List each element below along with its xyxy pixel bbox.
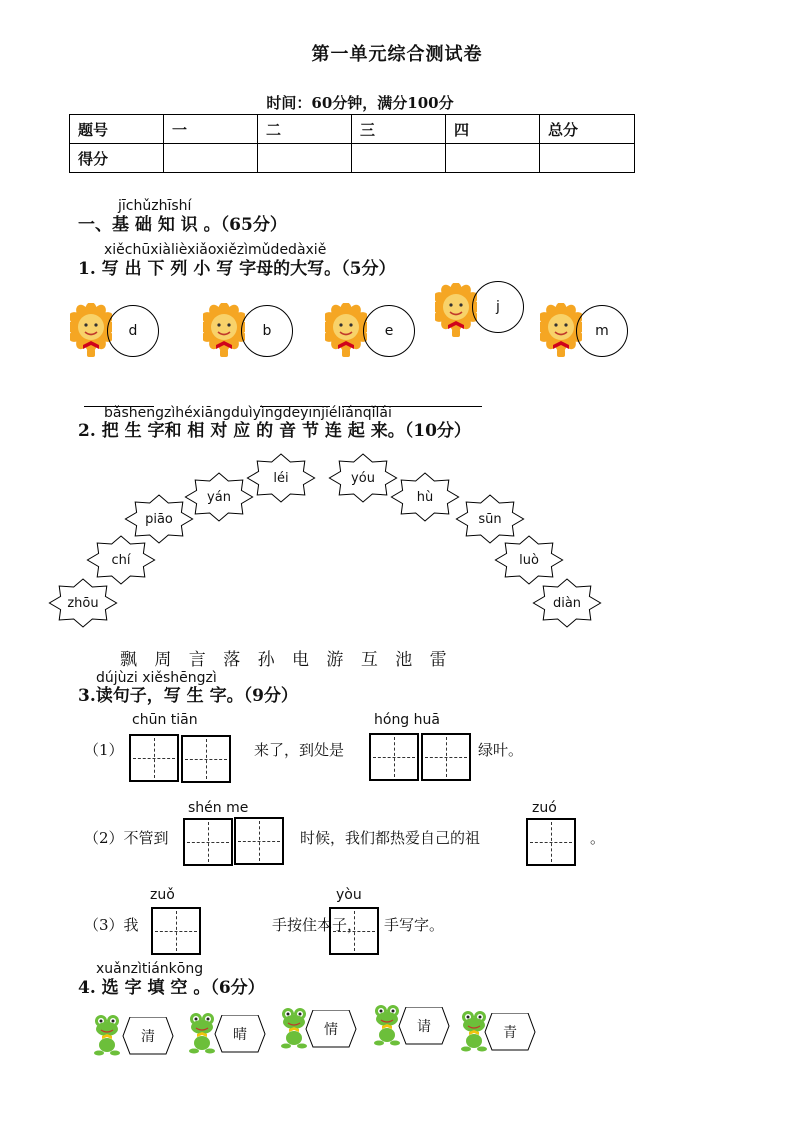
section1-pinyin: jīchǔzhīshí (118, 198, 192, 214)
q2-heading: 2. 把 生 字和 相 对 应 的 音 节 连 起 来。（10分） (78, 421, 471, 441)
sentence-text: （3）我 (84, 916, 139, 934)
writing-grid[interactable] (329, 907, 379, 955)
sentence-text: 来了，到处是 (254, 741, 345, 759)
score-table (69, 114, 635, 173)
syllable-star[interactable] (328, 453, 398, 503)
sentence-text: 。 (590, 829, 606, 847)
option-hexagon[interactable] (398, 1007, 450, 1045)
letter-circle[interactable] (576, 305, 628, 357)
sunflower-icon (325, 303, 367, 363)
pinyin-hint: zuó (532, 800, 557, 816)
option-hexagon[interactable] (122, 1017, 174, 1055)
pinyin-hint: yòu (336, 887, 362, 903)
sentence-text: 绿叶。 (478, 741, 524, 759)
table-cell: 总分 (540, 115, 635, 144)
letter-label: e (384, 323, 394, 339)
table-row (70, 144, 635, 173)
section1-heading: 一、基 础 知 识 。（65分） (78, 215, 287, 235)
syllable-label: hù (416, 489, 434, 505)
syllable-label: chí (111, 552, 131, 568)
q4-heading: 4. 选 字 填 空 。（6分） (78, 978, 265, 998)
table-cell: 四 (446, 115, 540, 144)
syllable-star[interactable] (532, 578, 602, 628)
sentence-text: 手按住本子， (272, 916, 363, 934)
score-input-cell[interactable] (540, 144, 635, 173)
pinyin-hint: zuǒ (150, 887, 175, 903)
exam-time-info: 时间：60分钟，满分100分 (266, 94, 454, 112)
q2-character-list: 飘 周 言 落 孙 电 游 互 池 雷 (120, 650, 453, 670)
pinyin-hint: shén me (188, 800, 249, 816)
table-cell: 得分 (70, 144, 164, 173)
sentence-text: 手写字。 (384, 916, 445, 934)
writing-grid[interactable] (129, 734, 179, 782)
frog-icon (92, 1014, 122, 1056)
option-character: 情 (324, 1022, 338, 1038)
writing-grid[interactable] (151, 907, 201, 955)
syllable-star[interactable] (48, 578, 118, 628)
syllable-star[interactable] (184, 472, 254, 522)
option-hexagon[interactable] (214, 1015, 266, 1053)
q3-pinyin: dújùzi xiěshēngzì (96, 670, 217, 686)
writing-grid[interactable] (421, 733, 471, 781)
sunflower-icon (203, 303, 245, 363)
q1-heading: 1. 写 出 下 列 小 写 字母的大写。（5分） (78, 259, 396, 279)
letter-label: j (496, 299, 500, 315)
table-cell: 二 (258, 115, 352, 144)
syllable-label: diàn (552, 595, 582, 611)
score-input-cell[interactable] (446, 144, 540, 173)
option-hexagon[interactable] (484, 1013, 536, 1051)
sentence-text: （2）不管到 (84, 829, 169, 847)
letter-label: m (595, 323, 609, 339)
sentence-number: （1） (84, 741, 124, 759)
syllable-star[interactable] (390, 472, 460, 522)
q1-pinyin: xiěchūxiàlièxiǎoxiězìmǔdedàxiě (104, 242, 327, 258)
syllable-label: léi (273, 470, 289, 486)
letter-label: d (128, 323, 138, 339)
option-character: 青 (503, 1025, 517, 1041)
writing-grid[interactable] (369, 733, 419, 781)
score-input-cell[interactable] (164, 144, 258, 173)
writing-grid[interactable] (526, 818, 576, 866)
pinyin-hint: hóng huā (374, 712, 440, 728)
table-cell: 一 (164, 115, 258, 144)
syllable-label: piāo (145, 511, 173, 527)
letter-circle[interactable] (472, 281, 524, 333)
syllable-star[interactable] (246, 453, 316, 503)
syllable-label: zhōu (67, 595, 99, 611)
score-input-cell[interactable] (352, 144, 446, 173)
sunflower-icon (435, 283, 477, 343)
writing-grid[interactable] (234, 817, 284, 865)
table-row (70, 115, 635, 144)
letter-circle[interactable] (363, 305, 415, 357)
q4-pinyin: xuǎnzìtiánkōng (96, 961, 204, 977)
sentence-text: 时候，我们都热爱自己的祖 (300, 829, 481, 847)
pinyin-hint: chūn tiān (132, 712, 198, 728)
option-hexagon[interactable] (305, 1010, 357, 1048)
table-cell: 题号 (70, 115, 164, 144)
q3-heading: 3.读句子，写 生 字。（9分） (78, 686, 298, 706)
letter-circle[interactable] (241, 305, 293, 357)
letter-circle[interactable] (107, 305, 159, 357)
syllable-label: sūn (478, 511, 502, 527)
option-character: 清 (141, 1029, 155, 1045)
table-cell: 三 (352, 115, 446, 144)
syllable-label: yán (207, 489, 231, 505)
option-character: 晴 (233, 1027, 247, 1043)
score-input-cell[interactable] (258, 144, 352, 173)
frog-icon (187, 1012, 217, 1054)
writing-grid[interactable] (183, 818, 233, 866)
sunflower-icon (70, 303, 112, 363)
syllable-label: luò (519, 552, 539, 568)
writing-grid[interactable] (181, 735, 231, 783)
page-title: 第一单元综合测试卷 (311, 44, 483, 65)
letter-label: b (262, 323, 272, 339)
q2-pinyin: bǎshēngzìhéxiāngduìyìngdeyīnjiéliánqǐlái (104, 405, 392, 421)
option-character: 请 (417, 1019, 431, 1035)
syllable-label: yóu (351, 470, 375, 486)
